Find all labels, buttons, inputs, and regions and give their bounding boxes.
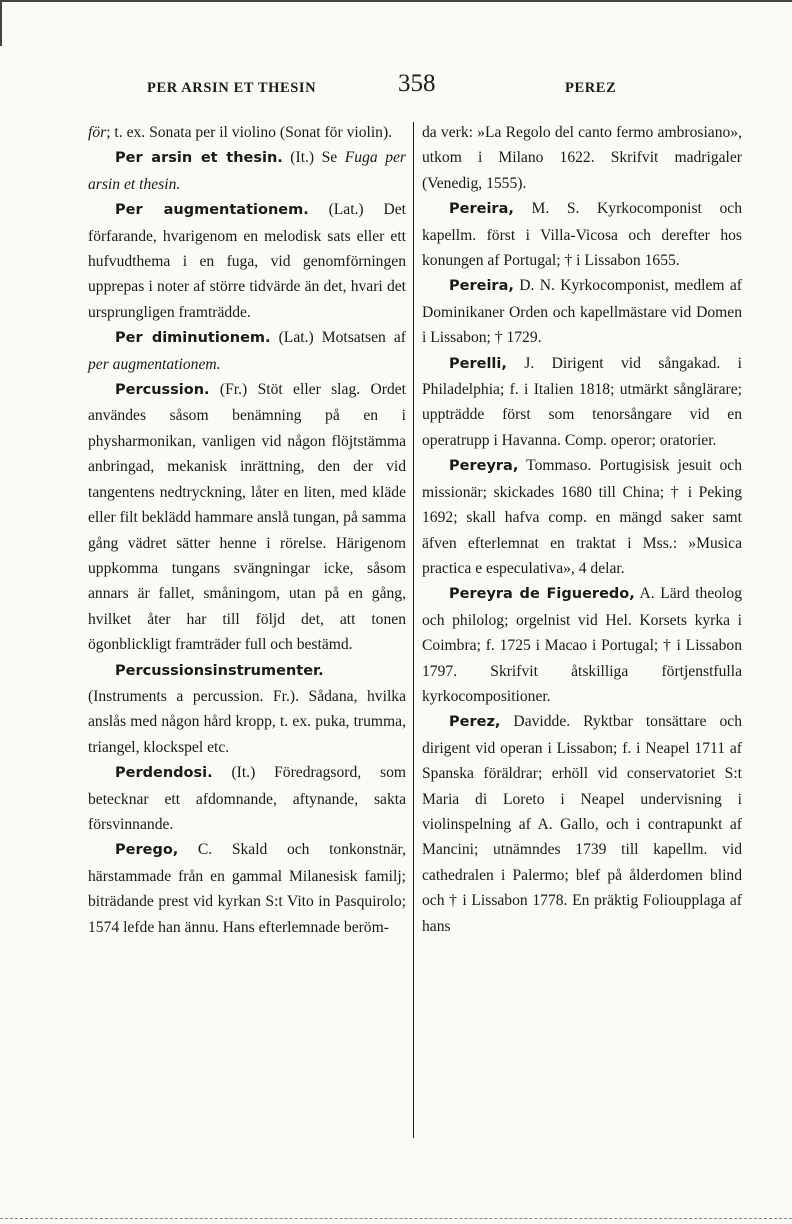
- entry-headword: Per arsin et thesin.: [115, 150, 283, 167]
- entry-headword: Percussionsinstrumenter.: [115, 662, 324, 679]
- entry-pereyra: [422, 453, 742, 581]
- entry-text: (It.) Föredragsord, som betecknar ett afdomnande, aftynande, sakta försvinnande.: [88, 764, 406, 833]
- entry-headword: Pereyra,: [449, 458, 519, 475]
- page-number: 358: [398, 70, 436, 97]
- entry-headword: Per diminutionem.: [115, 330, 271, 347]
- entry-text: J. Dirigent vid sångakad. i Philadelphia; f. i Italien 1818; utmärkt sånglärare; uppträdde först som tenorsångare vid en operatrupp i Havanna. Comp. operor; oratorier.: [422, 354, 742, 449]
- entry-text: (Lat.) Motsatsen af: [270, 329, 407, 347]
- entry-text: (It.) Se: [282, 149, 345, 167]
- entry-headword: Percussion.: [115, 382, 210, 399]
- entry-pereira-d-n: [422, 273, 742, 350]
- entry-headword: Pereira,: [449, 201, 514, 218]
- column-divider: [413, 122, 414, 1138]
- entry-headword: Perez,: [449, 714, 501, 731]
- header-right-title: PEREZ: [565, 80, 617, 96]
- entry-percussion: [88, 377, 406, 657]
- left-column: [88, 120, 406, 940]
- entry-cross-reference: per augmentationem.: [88, 355, 221, 373]
- entry-percussionsinstrumenter: [88, 658, 406, 761]
- entry-per-diminutionem: [88, 325, 406, 377]
- entry-italic-prefix: för: [88, 124, 107, 141]
- entry-headword: Perelli,: [449, 355, 507, 372]
- entry-headword: Per augmentationem.: [115, 202, 309, 219]
- entry-text: D. N. Kyrkocomponist, medlem af Dominikaner Orden och kapellmästare vid Domen i Lissabon; † 1729.: [422, 277, 742, 347]
- right-column: [422, 120, 742, 939]
- running-header: [0, 70, 792, 106]
- entry-headword: Pereira,: [449, 278, 514, 295]
- header-left-title: PER ARSIN ET THESIN: [147, 80, 317, 96]
- entry-headword: Perego,: [115, 842, 179, 859]
- entry-text: Tommaso. Portugisisk jesuit och missionär; skickades 1680 till China; † i Peking 1692; skall hafva comp. en mängd saker samt äfven efterlemnat en traktat i Mss.: »Musica practica e especulativa», 4 delar.: [422, 457, 742, 577]
- entry-per-arsin-et-thesin: [88, 145, 406, 197]
- entry-pereira-m-s: [422, 196, 742, 273]
- entry-text: C. Skald och tonkonstnär, härstammade från en gammal Milanesisk familj; biträdande prest vid kyrkan S:t Vito in Pasquirolo; 1574 lefde han ännu. Hans efterlemnade beröm-: [88, 841, 406, 936]
- entry-cross-reference: Fuga per arsin et thesin.: [88, 149, 406, 193]
- entry-continuation-for: [88, 120, 406, 145]
- entry-text: ; t. ex. Sonata per il violino (Sonat för violin).: [106, 124, 393, 141]
- entry-text: M. S. Kyrkocomponist och kapellm. först i Villa-Vicosa och derefter hos konungen af Portugal; † i Lissabon 1655.: [422, 200, 742, 270]
- entry-text: Davidde. Ryktbar tonsättare och dirigent vid operan i Lissabon; f. i Neapel 1711 af Spanska föräldrar; erhöll vid conservatoriet S:t Maria di Loreto i Neapel undervisning i violinspelning af A. Gallo, och i contrapunkt af Mancini; utnämndes 1739 till kapellm. vid cathedralen i Palermo; blef på ålderdomen blind och † i Lissabon 1778. En präktig Folioupplaga af hans: [422, 713, 742, 935]
- scan-edge-bottom: [0, 1218, 792, 1220]
- entry-text: (Instruments a percussion. Fr.). Sådana, hvilka anslås med någon hård kropp, t. ex. puka, trumma, triangel, klockspel etc.: [88, 687, 406, 756]
- entry-text: A. Lärd theolog och philolog; orgelnist vid Hel. Korsets kyrka i Coimbra; f. 1725 i Macao i Portugal; † i Lissabon 1797. Skrifvit åtskilliga förtjenstfulla kyrkocompositioner.: [422, 585, 742, 705]
- entry-headword: Perdendosi.: [115, 765, 213, 782]
- entry-pereyra-de-figueredo: [422, 581, 742, 709]
- entry-perelli: [422, 351, 742, 454]
- entry-perdendosi: [88, 760, 406, 837]
- entry-continuation-perego: [422, 120, 742, 196]
- scan-edge-left: [0, 0, 2, 46]
- entry-perego: [88, 837, 406, 940]
- entry-headword: Pereyra de Figueredo,: [449, 586, 635, 603]
- entry-text: (Fr.) Stöt eller slag. Ordet användes såsom benämning på en i physharmonikan, vanligen vid någon flöjtstämma anbringad, mekanisk inrättning, den der vid tangentens nedtryckning, låter en liten, med kläde eller filt beklädd hammare anslå tungan, på samma gång vädret sätter henne i rörelse. Härigenom uppkomma tungans svängningar icke, såsom annars är fallet, småningom, utan på en gång, hvilket åter har till följd det, att tonen ögonblickligt framträder full och bestämd.: [88, 381, 406, 654]
- entry-text: (Lat.) Det förfarande, hvarigenom en melodisk sats eller ett hufvudthema i en fuga, vid genomförningen upprepas i noter af större tidvärde än det, hvari det ursprungligen framträdde.: [88, 201, 406, 321]
- entry-text: da verk: »La Regolo del canto fermo ambrosiano», utkom i Milano 1622. Skrifvit madrigaler (Venedig, 1555).: [422, 124, 742, 192]
- entry-perez: [422, 709, 742, 939]
- entry-per-augmentationem: [88, 197, 406, 325]
- scan-edge-top: [0, 0, 792, 2]
